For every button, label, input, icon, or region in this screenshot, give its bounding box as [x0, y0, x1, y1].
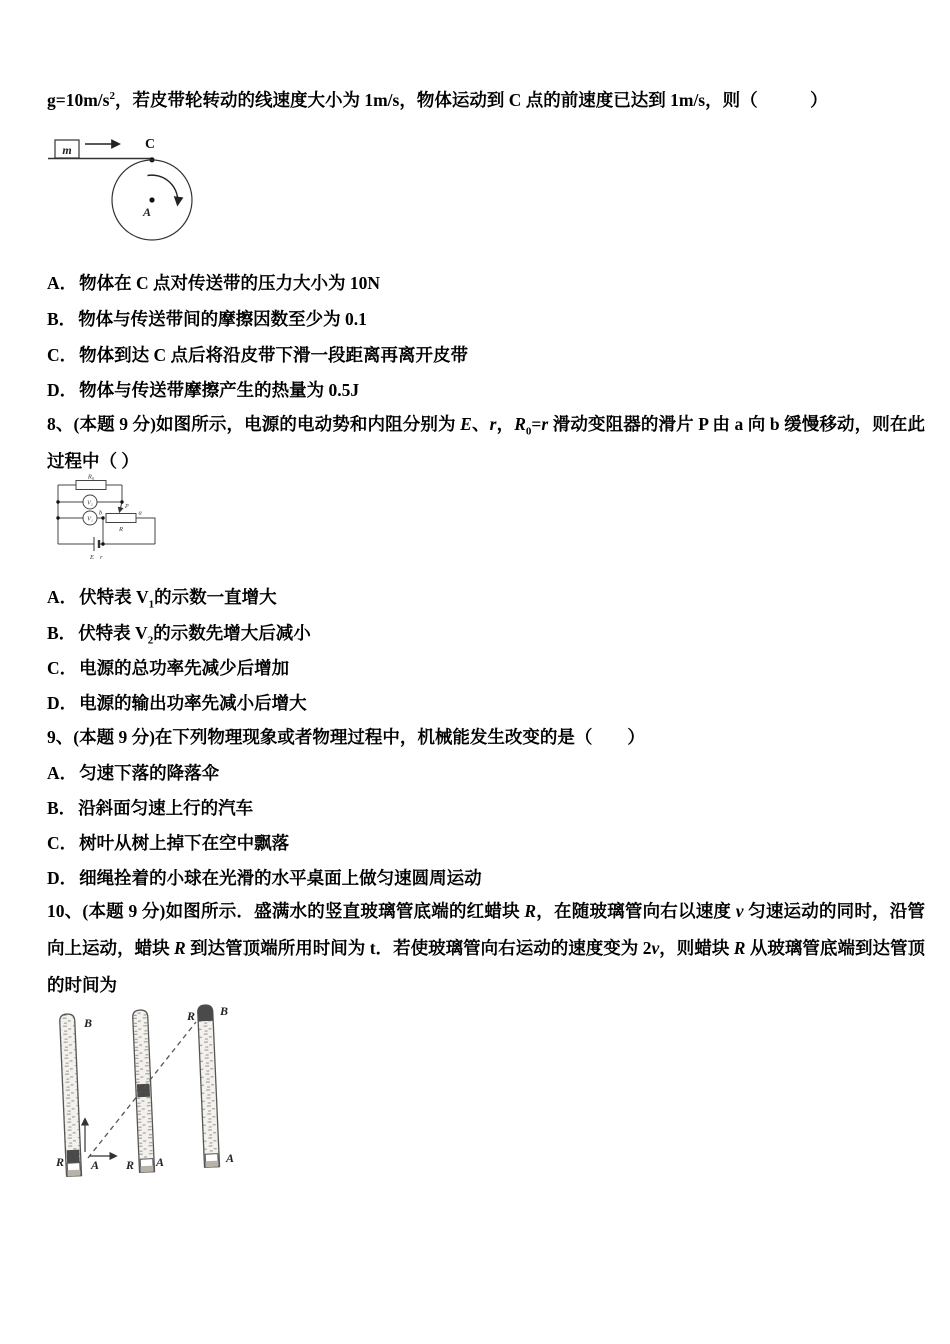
resistor-r0-label: R₀: [87, 473, 95, 481]
q9-option-a: [47, 762, 219, 784]
voltmeter-v1-label: V₁: [87, 516, 93, 523]
q7-option-d: [47, 379, 359, 401]
tube3-wax-label: R: [187, 1009, 196, 1023]
option-text: 树叶从树上掉下在空中飘落: [79, 833, 290, 853]
option-letter: C．: [47, 658, 78, 678]
q7-option-a: [47, 272, 380, 294]
option-text: 电源的输出功率先减小后增大: [79, 693, 307, 713]
belt-pulley-figure: [47, 133, 247, 255]
q9-option-d: [47, 867, 482, 889]
option-letter: D．: [47, 380, 78, 400]
option-letter: A．: [47, 273, 78, 293]
option-letter: C．: [47, 833, 78, 853]
q10-stem: 10、(本题 9 分)如图所示．盛满水的竖直玻璃管底端的红蜡块 R，在随玻璃管向右以速度 v 匀速运动的同时，沿管向上运动，蜡块 R 到达管顶端所用时间为 t．若使玻璃管向右运动的速度变为 2v，则蜡块 R 从玻璃管底端到达管顶的时间为: [47, 901, 926, 995]
q8-stem: 8、(本题 9 分)如图所示，电源的电动势和内阻分别为 E、r，$R_0=r$ 滑动变阻器的滑片 P 由 a 向 b 缓慢移动，则在此过程中（ ）: [47, 414, 926, 471]
option-text: 物体到达 C 点后将沿皮带下滑一段距离再离开皮带: [79, 345, 469, 365]
q8-option-b: [47, 622, 311, 647]
voltmeter-v2-label: V₂: [87, 500, 93, 507]
option-letter: D．: [47, 868, 78, 888]
option-letter: D．: [47, 693, 78, 713]
glass-tube-3: [197, 1005, 219, 1168]
option-letter: B．: [47, 309, 77, 329]
wax-block-bottom: [67, 1150, 80, 1164]
q7-stem: $g=10m/s^2$，若皮带轮转动的线速度大小为 1m/s，物体运动到 C 点的前速度已达到 1m/s，则（ ）: [47, 90, 828, 110]
option-text: 沿斜面匀速上行的汽车: [78, 798, 254, 818]
point-c-label: C: [144, 137, 156, 152]
q9-option-b: [47, 797, 253, 819]
rheostat-r: [106, 514, 136, 523]
q8-option-a: [47, 586, 277, 611]
option-letter: A．: [47, 763, 78, 783]
option-letter: C．: [47, 345, 78, 365]
tube3-bottom-label: A: [226, 1151, 235, 1165]
rheostat-r-label: R: [119, 526, 123, 533]
option-text: 匀速下落的降落伞: [79, 763, 220, 783]
terminal-b-label: b: [99, 509, 103, 517]
option-text: 物体在 C 点对传送带的压力大小为 10N: [79, 273, 381, 293]
block-m-label: m: [62, 143, 72, 157]
option-letter: B．: [47, 623, 77, 643]
battery-r-label: r: [100, 554, 103, 561]
terminal-a-label: a: [138, 509, 142, 517]
axle-label: A: [143, 205, 152, 219]
q7-option-c: [47, 344, 468, 366]
battery-e-label: E: [90, 554, 94, 561]
glass-tube-2: [132, 1010, 154, 1173]
option-letter: A．: [47, 587, 78, 607]
tube3-top-label: B: [220, 1004, 229, 1018]
q8-option-d: [47, 692, 307, 714]
wax-block-middle: [137, 1084, 150, 1098]
resistor-r0: [76, 481, 106, 490]
tube2-bottom-label: A: [156, 1155, 165, 1169]
axle-dot: [149, 197, 154, 202]
option-text: 电源的总功率先减少后增加: [79, 658, 290, 678]
wax-block-top: [197, 1005, 213, 1022]
tube1-top-label: B: [84, 1016, 93, 1030]
slider-p-label: P: [125, 504, 129, 510]
glass-tubes-figure: [55, 1000, 270, 1195]
glass-tube-1: [59, 1014, 81, 1177]
right-wire: [136, 518, 155, 544]
q9-option-c: [47, 832, 289, 854]
option-text: 物体与传送带间的摩擦因数至少为 0.1: [78, 309, 367, 329]
option-text: 伏特表 $V_2$的示数先增大后减小: [78, 623, 311, 647]
tube1-bottom-label: A: [91, 1158, 100, 1172]
q7-option-b: [47, 308, 367, 330]
option-text: 细绳拴着的小球在光滑的水平桌面上做匀速圆周运动: [79, 868, 482, 888]
option-letter: B．: [47, 798, 77, 818]
option-text: 物体与传送带摩擦产生的热量为 0.5J: [79, 380, 360, 400]
tube1-wax-label: R: [56, 1155, 65, 1169]
option-text: 伏特表 $V_1$的示数一直增大: [79, 587, 277, 611]
tube2-wax-label: R: [126, 1158, 135, 1172]
q9-stem: 9、(本题 9 分)在下列物理现象或者物理过程中，机械能发生改变的是（ ）: [47, 727, 645, 747]
q8-option-c: [47, 657, 289, 679]
circuit-figure: [50, 472, 165, 568]
